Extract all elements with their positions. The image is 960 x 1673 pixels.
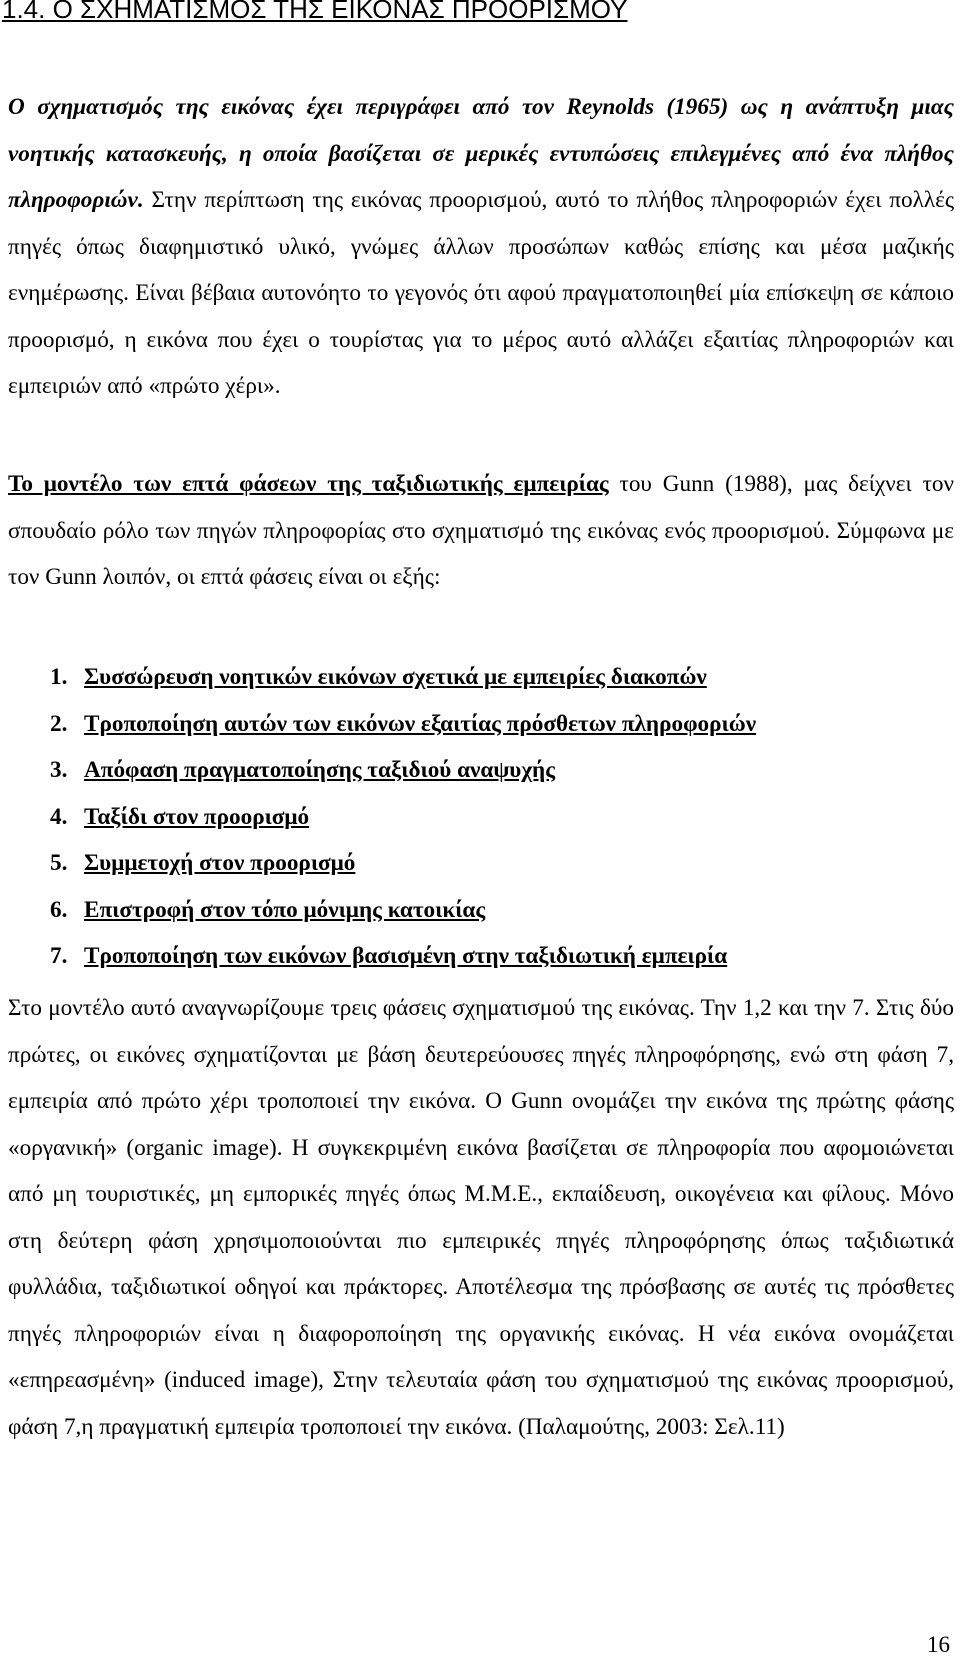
phase-item bbox=[50, 840, 756, 887]
paragraph-lead-bold-italic: Ο σχηματισμός της εικόνας έχει περιγράφει από τον Reynolds (1965) ως η ανάπτυξη μιας νοητικής κατασκευής, η οποία βασίζεται σε μερικές εντυπώσεις επιλεγμένες από ένα πλήθος πληροφοριών. bbox=[8, 94, 954, 213]
phase-number: 7. bbox=[50, 943, 68, 969]
phases-list bbox=[50, 654, 756, 980]
phase-text: Ταξίδι στον προορισμό bbox=[84, 803, 310, 830]
phase-number: 1. bbox=[50, 664, 68, 690]
section-heading: 1.4. Ο ΣΧΗΜΑΤΙΣΜΟΣ ΤΗΣ ΕΙΚΟΝΑΣ ΠΡΟΟΡΙΣΜΟΥ bbox=[2, 0, 628, 24]
page-number: 16 bbox=[927, 1632, 950, 1657]
phase-number: 5. bbox=[50, 850, 68, 876]
phase-number: 4. bbox=[50, 803, 68, 830]
phase-item bbox=[50, 654, 756, 701]
paragraph-body: του Gunn (1988), μας δείχνει τον σπουδαίο ρόλο των πηγών πληροφορίας στο σχηματισμό της εικόνας ενός προορισμού. Σύμφωνα με τον Gunn λοιπόν, οι επτά φάσεις είναι οι εξής: bbox=[8, 471, 954, 590]
phase-text: Επιστροφή στον τόπο μόνιμης κατοικίας bbox=[84, 896, 486, 923]
phase-item bbox=[50, 701, 756, 748]
phase-text: Συσσώρευση νοητικών εικόνων σχετικά με εμπειρίες διακοπών bbox=[84, 664, 707, 690]
phase-item bbox=[50, 887, 756, 934]
phase-text: Συμμετοχή στον προορισμό bbox=[84, 850, 356, 876]
phase-number: 6. bbox=[50, 896, 68, 923]
paragraph-gunn-model bbox=[8, 461, 954, 601]
paragraph-image-types: Στο μοντέλο αυτό αναγνωρίζουμε τρεις φάσεις σχηματισμού της εικόνας. Την 1,2 και την 7. Στις δύο πρώτες, οι εικόνες σχηματίζονται με βάση δευτερεύουσες πηγές πληροφόρησης, ενώ στη φάση 7, εμπειρία από πρώτο χέρι τροποποιεί την εικόνα. Ο Gunn ονομάζει την εικόνα της πρώτης φάσης «οργανική» (organic image). Η συγκεκριμένη εικόνα βασίζεται σε πληροφορία που αφομοιώνεται από μη τουριστικές, μη εμπορικές πηγές όπως Μ.Μ.Ε., εκπαίδευση, οικογένεια και φίλους. Μόνο στη δεύτερη φάση χρησιμοποιούνται πιο εμπειρικές πηγές πληροφόρησης όπως ταξιδιωτικά φυλλάδια, ταξιδιωτικοί οδηγοί και πράκτορες. Αποτέλεσμα της πρόσβασης σε αυτές τις πρόσθετες πηγές πληροφοριών είναι η διαφοροποίηση της οργανικής εικόνας. Η νέα εικόνα ονομάζεται «επηρεασμένη» (induced image), Στην τελευταία φάση του σχηματισμού της εικόνας προορισμού, φάση 7,η πραγματική εμπειρία τροποποιεί την εικόνα. (Παλαμούτης, 2003: Σελ.11) bbox=[8, 995, 954, 1440]
paragraph-body: Στην περίπτωση της εικόνας προορισμού, αυτό το πλήθος πληροφοριών έχει πολλές πηγές όπως διαφημιστικό υλικό, γνώμες άλλων προσώπων καθώς επίσης και μέσα μαζικής ενημέρωσης. Είναι βέβαια αυτονόητο το γεγονός ότι αφού πραγματοποιηθεί μία επίσκεψη σε κάποιο προορισμό, η εικόνα που έχει ο τουρίστας για το μέρος αυτό αλλάζει εξαιτίας πληροφοριών και εμπειριών από «πρώτο χέρι». bbox=[8, 187, 954, 399]
phase-text: Τροποποίηση των εικόνων βασισμένη στην ταξιδιωτική εμπειρία bbox=[84, 943, 728, 969]
paragraph-image-formation bbox=[8, 84, 954, 410]
phase-item bbox=[50, 794, 756, 841]
phase-number: 3. bbox=[50, 757, 68, 783]
phase-number: 2. bbox=[50, 710, 68, 737]
paragraph-lead-bold-underlined: Το μοντέλο των επτά φάσεων της ταξιδιωτικής εμπειρίας bbox=[8, 471, 609, 497]
phase-item bbox=[50, 933, 756, 980]
phase-text: Απόφαση πραγματοποίησης ταξιδιού αναψυχής bbox=[84, 757, 556, 783]
phase-item bbox=[50, 747, 756, 794]
phase-text: Τροποποίηση αυτών των εικόνων εξαιτίας πρόσθετων πληροφοριών bbox=[84, 710, 757, 737]
